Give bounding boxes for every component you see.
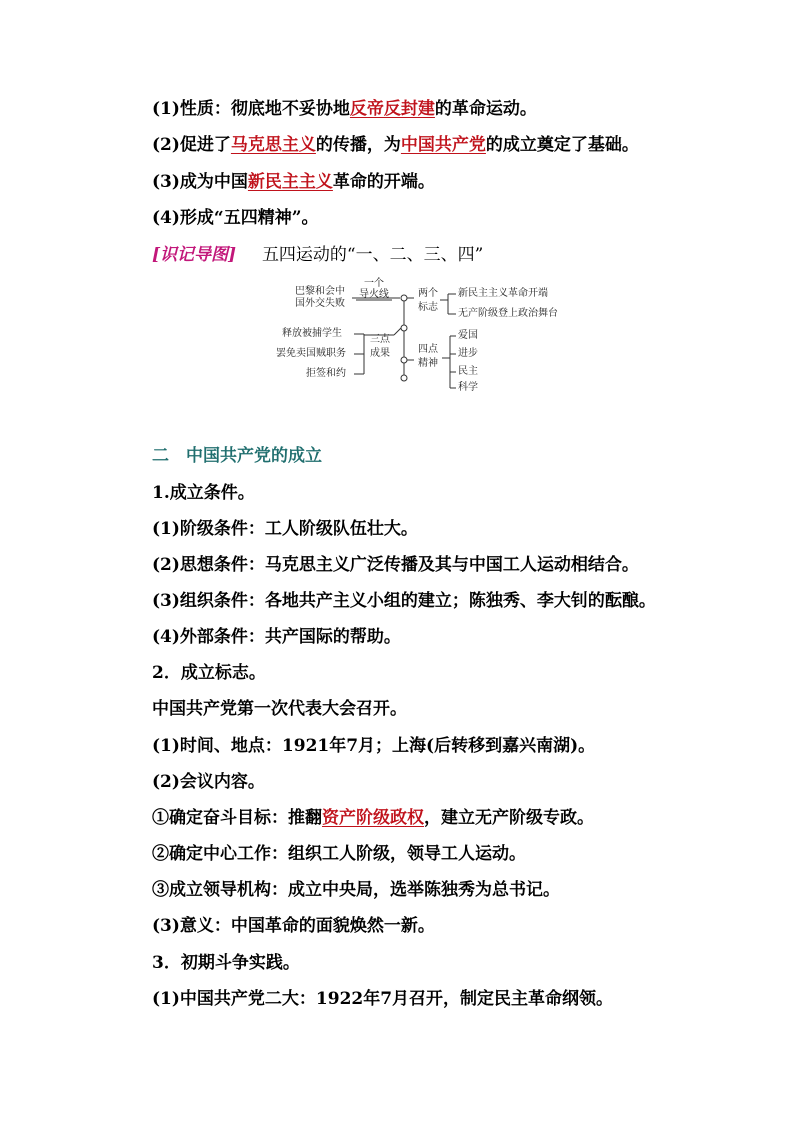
fuse-label-top: 一个 bbox=[364, 278, 384, 289]
condition-4: (4)外部条件：共产国际的帮助。 bbox=[152, 627, 401, 647]
beginning-line bbox=[152, 171, 435, 193]
condition-2: (2)思想条件：马克思主义广泛传播及其与中国工人运动相结合。 bbox=[152, 555, 639, 575]
spirit-line: (4)形成“五四精神”。 bbox=[152, 208, 319, 228]
founding-sentence: 中国共产党第一次代表大会召开。 bbox=[152, 699, 407, 719]
four-item-2: 进步 bbox=[458, 348, 478, 359]
two-label-bottom: 标志 bbox=[418, 302, 438, 313]
three-item-2: 罢免卖国贼职务 bbox=[276, 348, 346, 359]
answer-new-democracy: 新民主主义 bbox=[247, 172, 333, 192]
section-heading: 二 中国共产党的成立 bbox=[152, 446, 322, 466]
three-label-bottom: 成果 bbox=[370, 348, 390, 359]
three-label-top: 三点 bbox=[370, 334, 390, 345]
beginning-prefix: (3)成为中国 bbox=[152, 172, 248, 192]
two-item-2: 无产阶级登上政治舞台 bbox=[458, 308, 558, 319]
central-work: ②确定中心工作：组织工人阶级，领导工人运动。 bbox=[152, 844, 526, 864]
significance: (3)意义：中国革命的面貌焕然一新。 bbox=[152, 916, 435, 936]
answer-ccp: 中国共产党 bbox=[400, 135, 486, 155]
mindmap-title: 五四运动的“一、二、三、四” bbox=[261, 245, 484, 265]
spread-prefix: (2)促进了 bbox=[152, 135, 231, 155]
three-item-3: 拒签和约 bbox=[306, 368, 346, 379]
goal-suffix: ，建立无产阶级专政。 bbox=[424, 808, 594, 828]
spread-middle: 的传播，为 bbox=[315, 135, 401, 155]
nature-prefix: (1)性质：彻底地不妥协地 bbox=[152, 99, 350, 119]
founding-time-place: (1)时间、地点：1921年7月；上海(后转移到嘉兴南湖)。 bbox=[152, 736, 596, 756]
four-label-bottom: 精神 bbox=[418, 358, 438, 369]
root-label-top: 巴黎和会中 bbox=[295, 286, 345, 297]
conditions-heading: 1.成立条件。 bbox=[152, 483, 255, 503]
nature-line bbox=[152, 98, 537, 120]
fuse-label-bottom: 导火线 bbox=[359, 289, 389, 300]
answer-anti-imperialism: 反帝反封建 bbox=[349, 99, 435, 119]
four-item-3: 民主 bbox=[458, 366, 478, 377]
early-struggle-heading: 3．初期斗争实践。 bbox=[152, 953, 300, 973]
root-label-bottom: 国外交失败 bbox=[295, 298, 345, 309]
mindmap-title-line bbox=[152, 244, 483, 266]
answer-marxism: 马克思主义 bbox=[230, 135, 316, 155]
condition-3: (3)组织条件：各地共产主义小组的建立；陈独秀、李大钊的酝酿。 bbox=[152, 591, 656, 611]
founding-heading: 2．成立标志。 bbox=[152, 663, 266, 683]
meeting-content: (2)会议内容。 bbox=[152, 772, 265, 792]
four-item-1: 爱国 bbox=[458, 330, 478, 341]
answer-bourgeois-regime: 资产阶级政权 bbox=[322, 808, 424, 828]
goal-line bbox=[152, 807, 594, 829]
goal-prefix: ①确定奋斗目标：推翻 bbox=[152, 808, 322, 828]
two-item-1: 新民主主义革命开端 bbox=[458, 288, 548, 299]
beginning-suffix: 革命的开端。 bbox=[332, 172, 435, 192]
leadership: ③成立领导机构：成立中央局，选举陈独秀为总书记。 bbox=[152, 880, 560, 900]
condition-1: (1)阶级条件：工人阶级队伍壮大。 bbox=[152, 519, 418, 539]
nature-suffix: 的革命运动。 bbox=[434, 99, 537, 119]
spread-line bbox=[152, 134, 639, 156]
four-label-top: 四点 bbox=[418, 344, 438, 355]
spread-suffix: 的成立奠定了基础。 bbox=[485, 135, 639, 155]
mindmap-diagram bbox=[270, 278, 570, 396]
four-item-4: 科学 bbox=[458, 382, 478, 393]
three-item-1: 释放被捕学生 bbox=[282, 328, 342, 339]
two-label-top: 两个 bbox=[418, 288, 438, 299]
mindmap-tag: [识记导图] bbox=[152, 245, 237, 265]
second-congress: (1)中国共产党二大：1922年7月召开，制定民主革命纲领。 bbox=[152, 989, 614, 1009]
